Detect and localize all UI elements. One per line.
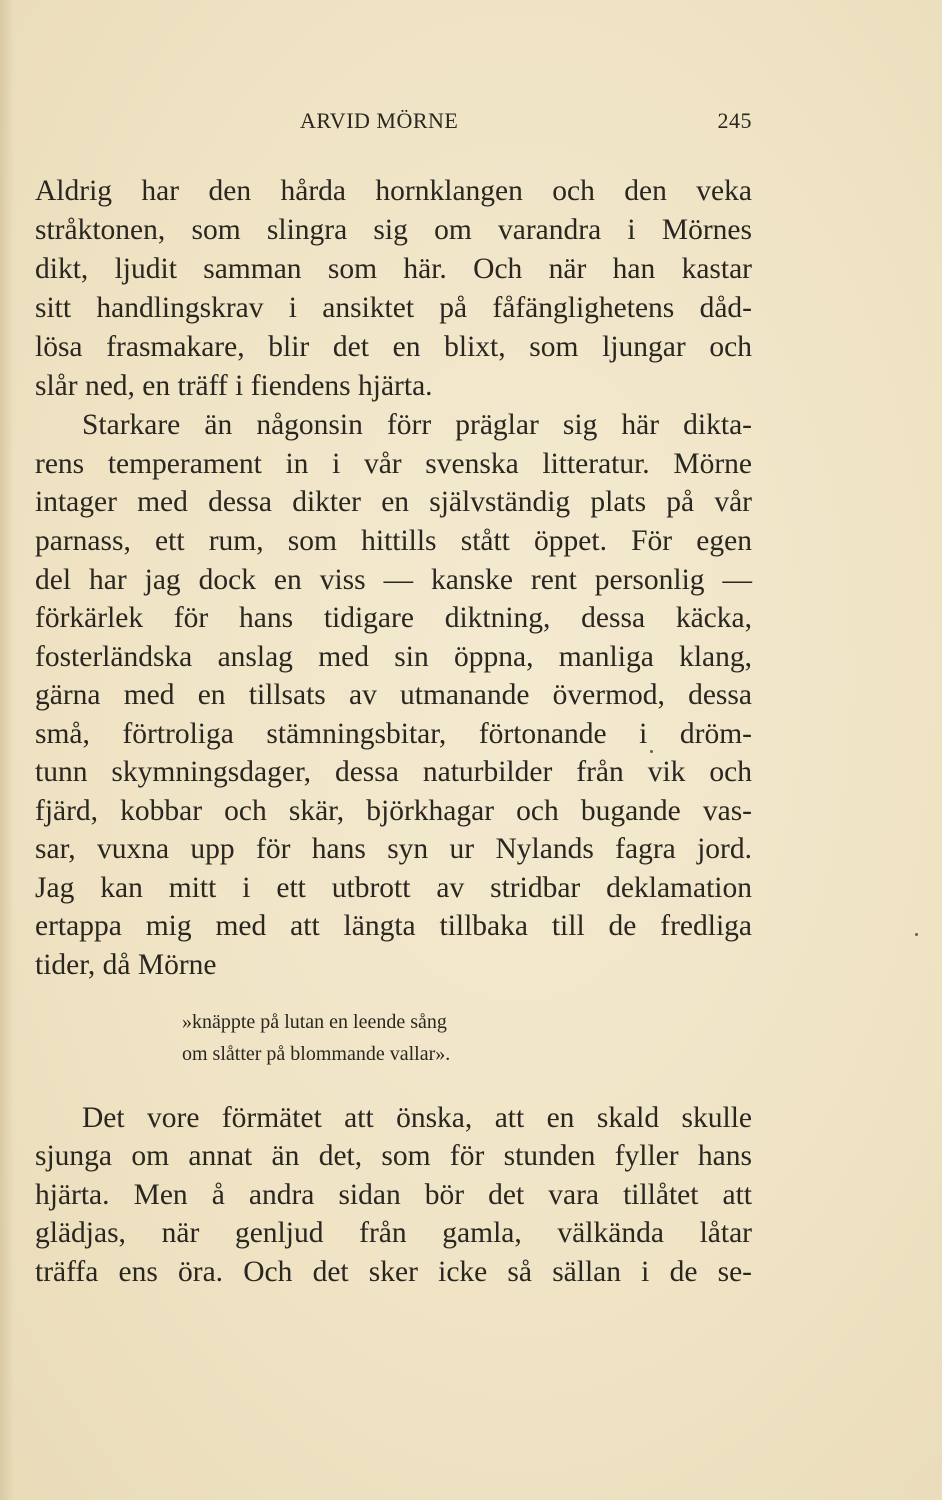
- text-line: hjärta. Men å andra sidan bör det vara tillåtet att: [35, 1179, 752, 1211]
- running-header: [300, 108, 752, 140]
- text-line: ertappa mig med att längta tillbaka till de fredliga: [35, 910, 752, 942]
- running-title: ARVID MÖRNE: [300, 108, 459, 133]
- text-line: sitt handlingskrav i ansiktet på fåfänglighetens dåd-: [35, 292, 752, 324]
- text-line: rens temperament in i vår svenska litteratur. Mörne: [35, 448, 752, 480]
- text-line: parnass, ett rum, som hittills stått öppet. För egen: [35, 525, 752, 557]
- text-line: förkärlek för hans tidigare diktning, dessa käcka,: [35, 602, 752, 634]
- text-line: träffa ens öra. Och det sker icke så sällan i de se-: [35, 1256, 752, 1288]
- text-line: Det vore förmätet att önska, att en skald skulle: [82, 1102, 752, 1134]
- page-gutter-shadow: [0, 0, 14, 1500]
- text-line: glädjas, när genljud från gamla, välkända låtar: [35, 1217, 752, 1249]
- text-line: Starkare än någonsin förr präglar sig här dikta-: [82, 409, 752, 441]
- text-line: Jag kan mitt i ett utbrott av stridbar deklamation: [35, 872, 752, 904]
- text-line: sjunga om annat än det, som för stunden fyller hans: [35, 1140, 752, 1172]
- quote-line: »knäppte på lutan en leende sång: [182, 1011, 447, 1033]
- text-line: Aldrig har den hårda hornklangen och den veka: [35, 175, 752, 207]
- text-line: gärna med en tillsats av utmanande övermod, dessa: [35, 679, 752, 711]
- text-line: fjärd, kobbar och skär, björkhagar och bugande vas-: [35, 795, 752, 827]
- text-line: intager med dessa dikter en självständig plats på vår: [35, 486, 752, 518]
- quote-line: om slåtter på blommande vallar».: [182, 1043, 451, 1065]
- print-speck: [915, 933, 918, 936]
- text-line: tider, då Mörne: [35, 949, 217, 981]
- text-line: sar, vuxna upp för hans syn ur Nylands fagra jord.: [35, 833, 752, 865]
- text-line: dikt, ljudit samman som här. Och när han kastar: [35, 253, 752, 285]
- page-number: 245: [717, 108, 752, 133]
- text-line: tunn skymningsdager, dessa naturbilder från vik och: [35, 756, 752, 788]
- print-speck: [650, 750, 653, 753]
- text-line: del har jag dock en viss — kanske rent personlig —: [35, 564, 752, 596]
- text-line: stråktonen, som slingra sig om varandra i Mörnes: [35, 214, 752, 246]
- text-line: lösa frasmakare, blir det en blixt, som ljungar och: [35, 331, 752, 363]
- text-line: små, förtroliga stämningsbitar, förtonande i dröm-: [35, 718, 752, 750]
- text-line: slår ned, en träff i fiendens hjärta.: [35, 370, 433, 402]
- text-line: fosterländska anslag med sin öppna, manliga klang,: [35, 641, 752, 673]
